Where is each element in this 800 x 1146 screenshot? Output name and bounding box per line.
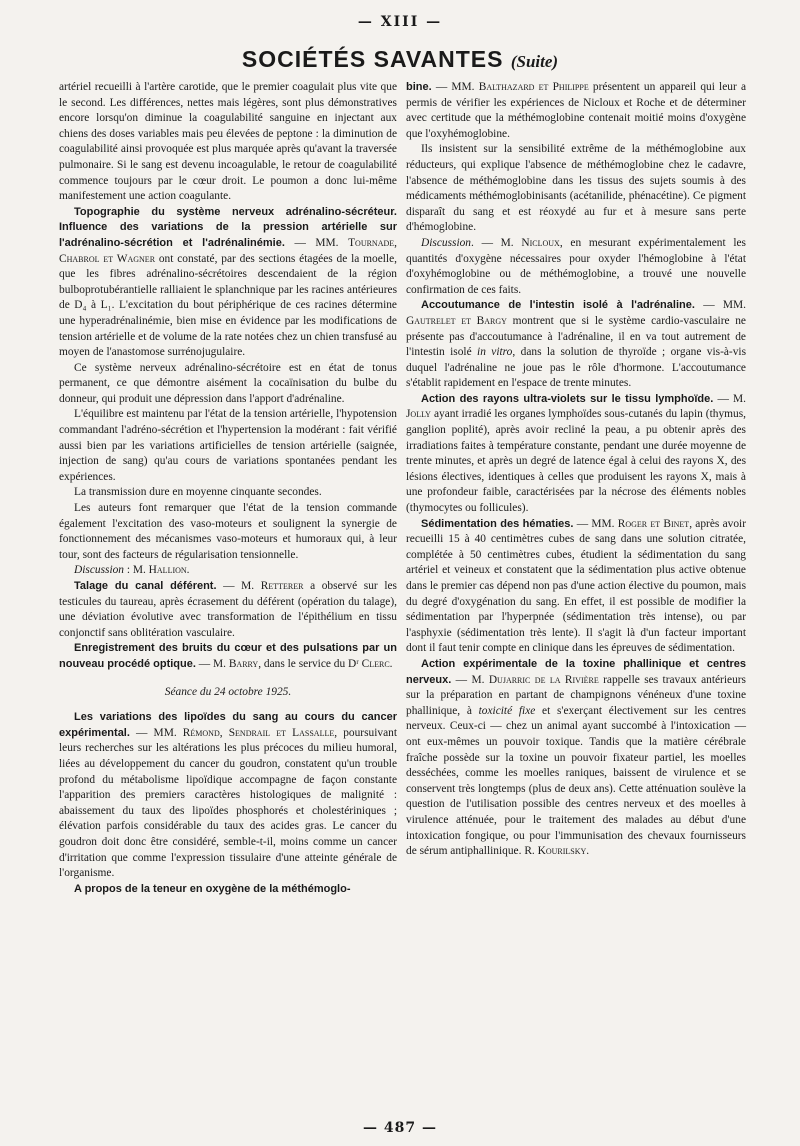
paragraph: L'équilibre est maintenu par l'état de la tension artérielle, l'hypotension commandant l'adréno-sécrétion et l'hypertension la modérant : fait vérifié aussi bien par les variations artificielles de tension artérielle (saignée, injection de sang) qu'au cours de variations spontanées pendant les expériences. [59, 408, 397, 483]
article-retterer: Talage du canal déférent. — M. Retterer a observé sur les testicules du taureau, après écrasement du déférent (opération du talage), une déviation évolutive avec transformation de l'épithélium en tissu conjonctif sans oblitération vasculaire. [59, 580, 397, 639]
session-date: Séance du 24 octobre 1925. [164, 685, 292, 698]
article-remond: Les variations des lipoïdes du sang au cours du cancer expérimental. — MM. Rémond, Sendrail et Lassalle, poursuivant leurs recherches sur les altérations les plus précoces du milieu humoral, liées au développement du cancer du goudron, constatent qu'un trouble profond du métabolisme lipoïdique accompagne de façon constante l'apparition des premiers caractères histologiques de malignité : abaissement du taux des lipoïdes phosphorés et cholestériniques ; élévation parfois considérable du taux des acides gras. Le cancer du goudron doit donc être considéré, semble-t-il, moins comme un cancer d'irritation que comme l'expression tissulaire d'une atteinte générale de l'organisme. [59, 711, 397, 880]
article-tournade: Topographie du système nerveux adrénalino-sécréteur. Influence des variations de la pression artérielle sur l'adrénalino-sécrétion et l'adrénalinémie. — MM. Tournade, Chabrol et Wagner ont constaté, par des sections étagées de la moelle, que les fibres adrénalino-sécrétoires descendaient de la région bulboprotubérantielle ralliaient le splanchnique par les racines antérieures de D₄ à L₁. L'excitation du bout périphérique de ces racines détermine une hyperadrénalinémie, bien mise en évidence par les modifications de tension artérielle et de volume de la rate notées chez un chien transfusé au moyen de l'anastomose surrénojugulaire. [59, 205, 397, 359]
article-barry: Enregistrement des bruits du cœur et des pulsations par un nouveau procédé optique. — M. Barry, dans le service du Dʳ Clerc. [59, 642, 397, 670]
left-column [59, 80, 397, 897]
paragraph: artériel recueilli à l'artère carotide, que le premier coagulait plus vite que le second. Les différences, nettes mais légères, sont plus démonstratives encore lorsqu'on diminue la coagulabilité sanguine en injectant aux chiens des doses variables mais peu élevées de peptone : la diminution de coagulabilité ainsi provoquée est plus marquée après qu'avant la traversée pulmonaire. Si le sang est devenu incoagulable, le retour de coagulabilité commence toujours par le cœur droit. Le poumon a donc lui-même manifestement une action coagulante. [59, 81, 397, 203]
article-heading: Action expérimentale de la toxine phallinique et centres nerveux. [406, 657, 746, 686]
article-heading-start: A propos de la teneur en oxygène de la méthémoglo- [74, 882, 351, 895]
article-heading: Les variations des lipoïdes du sang au cours du cancer expérimental. [59, 711, 397, 739]
article-heading: Sédimentation des hématies. [421, 517, 574, 530]
article-heading: Talage du canal déférent. [74, 580, 217, 592]
section-title-suffix: (Suite) [510, 52, 559, 71]
authors: Roger et Binet [617, 517, 690, 530]
authors: Tournade, Chabrol et Wagner [59, 236, 397, 265]
article-heading: Action des rayons ultra-violets sur le tissu lymphoïde. [421, 392, 714, 405]
authors: Barry [228, 657, 259, 670]
paragraph: Les auteurs font remarquer que l'état de la tension commande également l'excitation des vaso-moteurs et soulignent la synergie de fonctionnement des mécanismes vaso-moteurs et humoraux qui, à leur tour, sont des facteurs de régularisation tensionnelle. [59, 502, 397, 561]
paragraph: Ce système nerveux adrénalino-sécrétoire est en état de tonus permanent, ce que démontre aisément la cocaïnisation du bulbe du donneur, qui produit une dépression dans l'apport d'adrénaline. [59, 361, 397, 405]
article-balthazard: bine. — MM. Balthazard et Philippe présentent un appareil qui leur a permis de vérifier les expériences de Nicloux et Roche et de déterminer avec certitude que la méthémoglobine contenait moitié moins d'oxygène que l'oxyhémoglobine. [406, 81, 746, 140]
discussion: Discussion : M. Hallion. [74, 564, 190, 577]
roman-page-number: — XIII — [357, 14, 443, 30]
authors: Jolly [406, 408, 431, 421]
article-heading: Accoutumance de l'intestin isolé à l'adrénaline. [421, 299, 695, 312]
article-dujarric: Action expérimentale de la toxine phallinique et centres nerveux. — M. Dujarric de la Rivière rappelle ses travaux antérieurs sur la préparation en partant de champignons vénéneux d'une toxine phallinique, à toxicité fixe et s'exerçant électivement sur les centres nerveux. Ceux-ci — chez un animal ayant succombé à l'intoxication — ont eux-mêmes un pouvoir toxique. Tandis que la matière cérébrale fraîche possède sur la toxine un pouvoir fixateur partiel, les moelles desséchées, comme les moelles raniques, baissent de virulence et se conservent très longtemps (plus de deux ans). Cette atténuation soulève la question de l'utilisation possible des centres nerveux et des moelles à virulence atténuée, pour le traitement des malades au début d'une intoxication fongique, ou pour l'immunisation des chevaux fournisseurs de sérum antiphallinique. R. Kourilsky. [406, 657, 746, 858]
authors: Dujarric de la Rivière [488, 673, 599, 686]
signature: R. Kourilsky. [524, 845, 590, 858]
authors: Nicloux [521, 236, 560, 249]
right-column [406, 80, 746, 860]
section-title [0, 46, 800, 73]
paragraph: Ils insistent sur la sensibilité extrême de la méthémoglobine aux réducteurs, qui explique l'absence de méthémoglobine chez le cadavre, l'absence de méthémoglobine dans les tissus des sujets soumis à des médicaments méthémoglobinisants (acétanilide, phénacétine). Ce pigment disparaît du sang et est réoxydé au fur et à mesure sans perte d'hémoglobine. [406, 143, 746, 234]
page-number: — 487 — [363, 1120, 437, 1136]
article-heading: Topographie du système nerveux adrénalino-sécréteur. Influence des variations de la pression artérielle sur l'adrénalino-sécrétion et l'adrénalinémie. [59, 205, 397, 249]
discussion: Discussion. — M. Nicloux, en mesurant expérimentalement les quantités d'oxygène nécessaires pour oxyder l'hémoglobine à l'état d'oxyhémoglobine ou de méthémoglobine, a trouvé une nouvelle confirmation de ces faits. [406, 236, 746, 296]
authors: Balthazard et Philippe [478, 81, 589, 93]
paragraph: La transmission dure en moyenne cinquante secondes. [74, 486, 322, 499]
authors: Rémond, Sendrail et Lassalle [182, 726, 335, 739]
article-jolly: Action des rayons ultra-violets sur le tissu lymphoïde. — M. Jolly ayant irradié les organes lymphoïdes sous-cutanés du lapin (thymus, ganglion poplité), après avoir recliné la peau, a pu obtenir après des irradiations faites à température constante, pendant une durée moyenne de trente minutes, et après un degré de latence égal à celui des rayons X, des lésions électives, identiques à celles que produisent les rayons X, mais à une profondeur faible, caractérisées par la nécrose des éléments nobles (thymocytes ou follicules). [406, 392, 747, 515]
authors: Retterer [260, 580, 304, 592]
authors: Gautrelet et Bargy [406, 314, 507, 327]
section-title-text: SOCIÉTÉS SAVANTES [241, 46, 504, 72]
article-gautrelet: Accoutumance de l'intestin isolé à l'adrénaline. — MM. Gautrelet et Bargy montrent que si le système cardio-vasculaire ne présente pas d'accoutumance à l'adrénaline, il en va tout autrement de l'intestin isolé in vitro, dans la solution de thyroïde ; organe vis-à-vis duquel l'adrénaline ne joue pas le rôle d'hormone. L'accoutumance s'établit rapidement en l'espace de trente minutes. [406, 299, 746, 390]
article-heading: Enregistrement des bruits du cœur et des pulsations par un nouveau procédé optique. [59, 642, 397, 670]
article-roger: Sédimentation des hématies. — MM. Roger et Binet, après avoir recueilli 15 à 40 centimètres cubes de sang dans une solution citratée, complétée à 50 centimètres cubes, étudient la sédimentation du sang artériel et veineux et constatent que la sédimentation plus active obtenue dans le premier cas dépend non pas d'une action élective du poumon, mais du degré d'oxygénation du sang. En effet, il est possible de modifier la sédimentation par l'hyperpnée (sédimentation très intense), ou par l'asphyxie (sédimentation très lente). Il s'agit là d'un facteur important dont il faut tenir compte en clinique dans les épreuves de sédimentation. [406, 517, 747, 655]
